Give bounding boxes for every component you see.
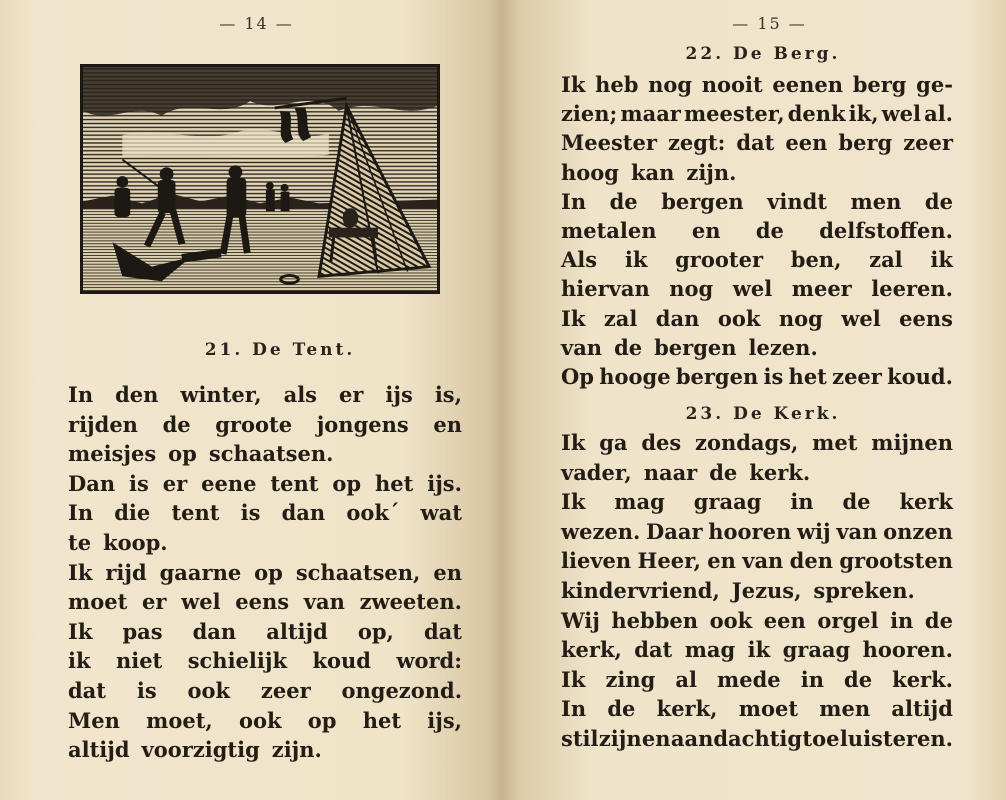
- text-line: [68, 411, 462, 437]
- word: ijs,: [427, 707, 462, 733]
- word: kerk.: [749, 459, 811, 485]
- word: zweeten.: [359, 589, 462, 615]
- word: eens: [235, 589, 290, 615]
- word: van: [742, 548, 784, 574]
- word: zeer: [260, 678, 311, 703]
- text-line: [561, 637, 953, 663]
- word: al: [675, 666, 697, 692]
- text-line: [561, 334, 953, 360]
- word: de: [609, 188, 638, 214]
- heading-tent: 21. De Tent.: [204, 340, 356, 360]
- word: schaatsen,: [295, 559, 421, 585]
- word: een: [763, 607, 806, 633]
- word: altijd: [68, 737, 130, 763]
- word: Heer,: [637, 548, 701, 574]
- word: Jezus,: [731, 578, 802, 603]
- word: ongezond.: [341, 678, 462, 703]
- word: schielijk: [187, 648, 288, 674]
- word: meisjes: [68, 441, 157, 467]
- word: de: [842, 489, 871, 515]
- word: metalen: [561, 218, 657, 243]
- text-line: [561, 74, 953, 95]
- word: op: [307, 707, 337, 733]
- word: ook: [187, 678, 231, 703]
- word: ijs: [385, 382, 413, 407]
- text-line: [561, 696, 953, 722]
- text-line: [561, 247, 953, 273]
- word: altijd: [891, 696, 953, 722]
- text-line: [68, 707, 462, 733]
- word: ik: [68, 648, 91, 674]
- word: en: [707, 548, 736, 574]
- text-line: [68, 559, 462, 585]
- word: eene: [201, 470, 257, 496]
- word: pas: [122, 618, 163, 644]
- word: op: [168, 441, 197, 467]
- word: Op: [561, 364, 594, 389]
- word: Ik: [561, 72, 586, 97]
- word: de: [709, 459, 738, 485]
- word: ik: [930, 247, 953, 273]
- word: er: [142, 589, 167, 615]
- word: zeer: [903, 130, 953, 156]
- word: hooren: [708, 518, 792, 544]
- word: den: [115, 382, 159, 407]
- word: ook´: [346, 500, 400, 526]
- word: Wij: [561, 607, 600, 633]
- word: dan: [192, 618, 237, 644]
- word: graag: [693, 489, 762, 515]
- word: ook: [238, 707, 282, 733]
- word: schaatsen.: [208, 441, 334, 467]
- word: ook: [717, 305, 761, 331]
- word: jongens: [316, 411, 409, 437]
- word: groote: [215, 411, 293, 437]
- word: als: [283, 382, 318, 407]
- text-line: [561, 607, 953, 633]
- text-line: [561, 580, 953, 601]
- word: lieven: [561, 548, 632, 574]
- word: zeer: [832, 364, 882, 389]
- word: wel: [181, 589, 221, 615]
- word: kan: [630, 159, 675, 185]
- word: zien;: [561, 101, 618, 127]
- word: de: [162, 411, 191, 437]
- word: wij: [796, 518, 831, 544]
- text-line: [561, 518, 953, 544]
- word: is: [129, 470, 149, 496]
- word: wel: [841, 305, 881, 331]
- word: dan: [655, 305, 700, 331]
- text-line: [68, 680, 462, 701]
- word: zal: [603, 305, 638, 331]
- word: en: [433, 411, 462, 437]
- word: gaarne: [159, 559, 242, 585]
- word: grooter: [675, 247, 764, 273]
- text-line: [68, 384, 462, 405]
- word: kerk,: [561, 637, 622, 663]
- word: kerk.: [892, 666, 953, 692]
- word: Ik: [561, 489, 586, 515]
- word: in: [790, 489, 814, 515]
- word: winter,: [180, 382, 262, 407]
- word: de: [755, 218, 784, 243]
- word: orgel: [817, 607, 879, 633]
- word: hooren.: [862, 637, 953, 663]
- word: ijs.: [427, 470, 462, 496]
- word: graag: [782, 637, 851, 663]
- word: de: [614, 334, 643, 360]
- word: Ik: [561, 305, 586, 331]
- word: koud.: [887, 364, 953, 389]
- word: ga: [599, 430, 628, 455]
- word: dan: [281, 500, 326, 526]
- word: ik: [747, 637, 771, 663]
- text-line: [561, 432, 953, 453]
- text-line: [561, 220, 953, 241]
- woodcut-illustration: [80, 64, 440, 294]
- word: op: [332, 470, 362, 496]
- word: dat: [736, 130, 775, 156]
- word: en: [641, 726, 671, 751]
- word: eens: [899, 305, 953, 331]
- word: koud: [312, 648, 371, 674]
- text-line: [68, 648, 462, 674]
- word: wel: [732, 276, 773, 302]
- word: van: [836, 518, 878, 544]
- word: In: [561, 188, 587, 214]
- word: mag: [684, 637, 736, 663]
- word: In: [68, 382, 94, 407]
- word: denk: [787, 101, 846, 127]
- word: grootsten: [839, 548, 953, 574]
- word: het: [374, 470, 414, 496]
- word: wat: [420, 500, 462, 526]
- word: kindervriend,: [561, 578, 720, 603]
- word: bergen: [654, 334, 737, 360]
- word: In: [561, 696, 587, 722]
- text-line: [68, 589, 462, 615]
- word: dat: [634, 637, 673, 663]
- word: hebben: [611, 607, 699, 633]
- text-line: [68, 618, 462, 644]
- word: rijden: [68, 411, 138, 437]
- word: op,: [357, 618, 394, 644]
- text-line: [68, 532, 462, 553]
- word: nog: [778, 305, 823, 331]
- text-line: [561, 728, 953, 749]
- text-line: [561, 159, 953, 185]
- word: meester,: [683, 101, 785, 127]
- word: aandachtig: [670, 726, 803, 751]
- word: delfstoffen.: [819, 218, 953, 243]
- text-line: [561, 666, 953, 692]
- text-line: [561, 305, 953, 331]
- word: in: [890, 607, 914, 633]
- word: Ik: [68, 618, 93, 644]
- word: Ik: [561, 666, 586, 692]
- word: In: [68, 500, 94, 526]
- word: het: [362, 707, 402, 733]
- word: tent: [270, 470, 319, 496]
- word: is,: [434, 382, 462, 407]
- page-number-left: — 14 —: [219, 14, 294, 33]
- word: en: [433, 559, 462, 585]
- word: op: [254, 559, 283, 585]
- word: Ik: [561, 430, 586, 455]
- word: tent: [171, 500, 220, 526]
- word: met: [812, 430, 858, 455]
- word: nog: [648, 72, 693, 97]
- word: heb: [595, 72, 639, 97]
- word: en: [691, 218, 721, 243]
- word: mijnen: [871, 430, 953, 455]
- word: onzen: [883, 518, 953, 544]
- word: meer: [791, 276, 852, 302]
- word: naar: [643, 459, 698, 485]
- word: men: [850, 188, 902, 214]
- word: koop.: [103, 530, 168, 555]
- word: wezen.: [561, 518, 641, 544]
- word: is: [763, 364, 784, 389]
- word: word:: [396, 648, 462, 674]
- word: men: [819, 696, 871, 722]
- word: des: [641, 430, 682, 455]
- word: bergen: [675, 364, 759, 389]
- word: kerk,: [656, 696, 718, 722]
- word: Dan: [68, 470, 116, 496]
- word: is: [136, 678, 157, 703]
- word: dat: [423, 618, 462, 644]
- word: luisteren.: [839, 726, 953, 751]
- word: moet,: [146, 707, 213, 733]
- text-line: [561, 366, 953, 387]
- text-line: [68, 470, 462, 496]
- word: leeren.: [871, 276, 953, 302]
- word: nog: [669, 276, 714, 302]
- word: ge-: [916, 72, 953, 97]
- word: zijn: [598, 726, 642, 751]
- word: zegt:: [667, 130, 726, 156]
- word: te: [68, 530, 92, 555]
- text-line: [561, 489, 953, 515]
- word: berg: [838, 130, 893, 156]
- word: nooit: [701, 72, 763, 97]
- word: den: [789, 548, 833, 574]
- heading-kerk: 23. De Kerk.: [685, 404, 841, 424]
- word: Ik: [68, 559, 93, 585]
- word: zondags,: [695, 430, 799, 455]
- word: ik: [624, 247, 648, 273]
- word: vader,: [561, 459, 632, 485]
- text-line: [68, 441, 462, 467]
- word: hooge: [599, 364, 671, 389]
- word: hiervan: [561, 276, 650, 302]
- word: al.: [924, 101, 953, 127]
- word: mede: [717, 666, 781, 692]
- word: van: [303, 589, 345, 615]
- word: de: [924, 188, 953, 214]
- text-line: [561, 101, 953, 127]
- word: dat: [68, 678, 106, 703]
- word: lezen.: [748, 334, 818, 360]
- word: zal: [869, 247, 903, 273]
- word: Als: [561, 247, 598, 273]
- word: Daar: [646, 518, 703, 544]
- word: bergen: [661, 188, 744, 214]
- word: er: [162, 470, 188, 496]
- word: moet: [738, 696, 799, 722]
- text-line: [561, 130, 953, 156]
- word: spreken.: [813, 578, 915, 603]
- word: kerk: [899, 489, 953, 515]
- word: mag: [614, 489, 665, 515]
- page-number-right: — 15 —: [732, 14, 807, 33]
- word: ik,: [848, 101, 879, 127]
- word: maar: [620, 101, 681, 127]
- word: er: [339, 382, 364, 407]
- text-line: [561, 188, 953, 214]
- word: Meester: [561, 130, 657, 156]
- word: zijn.: [271, 737, 322, 763]
- word: moet: [68, 589, 128, 615]
- word: vindt: [767, 188, 827, 214]
- word: eenen: [772, 72, 843, 97]
- word: een: [785, 130, 828, 156]
- text-line: [561, 276, 953, 302]
- word: stil: [561, 726, 599, 751]
- text-line: [561, 459, 953, 485]
- word: rijd: [105, 559, 147, 585]
- word: het: [788, 364, 827, 389]
- word: altijd: [266, 618, 328, 644]
- text-line: [68, 737, 462, 763]
- text-line: [561, 548, 953, 574]
- right-page: [503, 0, 1006, 800]
- word: toe: [802, 726, 840, 751]
- word: de: [844, 666, 873, 692]
- heading-berg: 22. De Berg.: [685, 44, 841, 64]
- word: ook: [709, 607, 753, 633]
- word: niet: [115, 648, 163, 674]
- word: wel: [881, 101, 922, 127]
- word: voorzigtig: [141, 737, 260, 763]
- word: de: [607, 696, 636, 722]
- text-line: [68, 500, 462, 526]
- word: Men: [68, 707, 120, 733]
- word: zing: [605, 666, 656, 692]
- skaters-tent-image: [83, 67, 437, 291]
- word: hoog: [561, 159, 619, 185]
- word: zijn.: [686, 159, 737, 185]
- word: die: [114, 500, 151, 526]
- word: berg: [852, 72, 907, 97]
- word: is: [240, 500, 261, 526]
- word: van: [561, 334, 603, 360]
- word: ben,: [790, 247, 842, 273]
- word: in: [800, 666, 824, 692]
- word: de: [924, 607, 953, 633]
